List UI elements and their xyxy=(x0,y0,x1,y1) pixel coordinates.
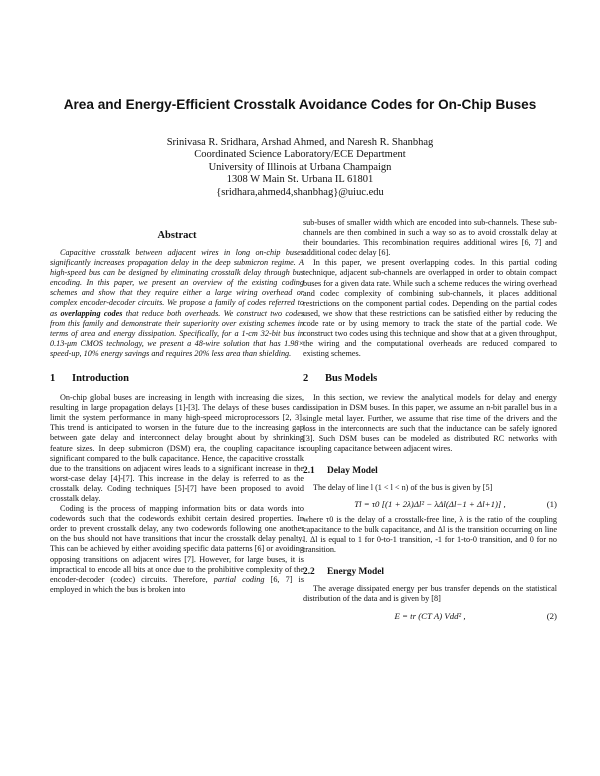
right-paragraph-2: In this paper, we present overlapping codes. In this partial coding technique, adjacent sub-channels are overlapped in order to obtain compact buses for a given data rate. While such a scheme reduces the wiring overhead and codec complexity of combining sub-channels, it places additional restrictions on the component partial codes. Depending on the partial codes used, we show that these restrictions can be satisfied either by reducing the code rate or by using memory to track the state of the partial code. We construct two codes using this technique and show that at a given throughput, the wiring and the computational overheads are reduced compared to existing schemes. xyxy=(303,258,557,359)
author-emails: {sridhara,ahmed4,shanbhag}@uiuc.edu xyxy=(216,186,384,198)
author-address: 1308 W Main St. Urbana IL 61801 xyxy=(226,174,374,186)
section-2-heading xyxy=(303,373,557,385)
section-2-1-title: Delay Model xyxy=(327,465,378,476)
author-names: Srinivasa R. Sridhara, Arshad Ahmed, and Naresh R. Shanbhag xyxy=(166,137,434,148)
bus-models-paragraph: In this section, we review the analytical models for delay and energy dissipation in DSM buses. In this paper, we assume an n-bit parallel bus in a single metal layer. Further, we assume that rise time of the drivers and the loss in the interconnects are such that the inductance can be safely ignored [3]. Such DSM buses can be modeled as distributed RC networks with coupling capacitance between adjacent wires. xyxy=(303,393,557,453)
equation-2-number: (2) xyxy=(546,610,557,621)
section-1-heading xyxy=(50,373,304,385)
intro-p2-italic: partial coding xyxy=(213,574,265,584)
equation-1 xyxy=(303,493,557,515)
author-block xyxy=(90,137,510,199)
section-2-2-number: 2.2 xyxy=(303,567,315,578)
author-lab: Coordinated Science Laboratory/ECE Department xyxy=(194,149,406,161)
abstract-bold-term: overlapping codes xyxy=(60,308,123,318)
delay-model-intro: The delay of line l (1 < l < n) of the bus is given by [5] xyxy=(313,482,493,492)
section-1-number: 1 xyxy=(50,373,56,385)
section-2-2-title: Energy Model xyxy=(327,567,385,578)
paper-title: Area and Energy-Efficient Crosstalk Avoidance Codes for On-Chip Buses xyxy=(63,97,537,112)
abstract-text xyxy=(50,248,304,359)
abstract-text-part1: Capacitive crosstalk between adjacent wires in long on-chip buses significantly increases propagation delay in the deep submicron regime. A high-speed bus can be designed by eliminating crosstalk delay through bus encoding. In this paper, we present an overview of the existing coding schemes and show that they require either a large wiring overhead or complex encoder-decoder circuits. We propose a family of codes referred to as xyxy=(50,248,304,318)
equation-2 xyxy=(303,605,557,627)
intro-paragraph-2 xyxy=(50,504,304,595)
delay-model-explanation: where τ0 is the delay of a crosstalk-free line, λ is the ratio of the coupling capacitance to the bulk capacitance, and Δl is the transition occurring on line l. Δl is equal to 1 for 0-to-1 transition, -1 for 1-to-0 transition, and 0 for no transition. xyxy=(303,514,557,555)
equation-1-body: Tl = τ0 [(1 + 2λ)Δl² − λΔl(Δl−1 + Δl+1)] , xyxy=(354,498,506,509)
intro-p2-part2: [6, 7] is employed in which the bus is broken into xyxy=(50,574,305,594)
author-university: University of Illinois at Urbana Champaign xyxy=(208,161,392,173)
equation-1-number: (1) xyxy=(546,498,557,509)
equation-2-body: E = tr (CT A) Vdd² , xyxy=(394,610,466,621)
section-2-title: Bus Models xyxy=(325,373,378,385)
left-column xyxy=(50,230,304,595)
section-1-title: Introduction xyxy=(72,373,129,385)
energy-model-intro: The average dissipated energy per bus transfer depends on the statistical distribution of the data and is given by [8] xyxy=(303,584,557,604)
right-paragraph-1: sub-buses of smaller width which are encoded into sub-channels. These sub-channels are then combined in such a way so as to avoid crosstalk delay at their boundaries. This recombination requires additional wires [6, 7] and additional codec delay [6]. xyxy=(303,218,557,258)
intro-p2-part1: Coding is the process of mapping information bits or data words into codewords such that the codewords exhibit certain desired properties. In order to prevent crosstalk delay, any two codewords following one another on the bus should not have transitions that incur the crosstalk delay penalty. This can be achieved by either avoiding specific data patterns [6] or avoiding opposing transitions on adjacent wires [7]. However, for large buses, it is impractical to encode all bits at once due to the prohibitive complexity of the encoder-decoder (codec) circuits. Therefore, xyxy=(50,504,304,584)
section-2-number: 2 xyxy=(303,373,309,385)
section-2-2-heading xyxy=(303,567,557,578)
right-column xyxy=(303,218,557,627)
section-2-1-heading xyxy=(303,466,557,477)
section-2-1-number: 2.1 xyxy=(303,465,315,476)
abstract-heading: Abstract xyxy=(157,230,197,241)
abstract-text-part2: that reduce both overheads. We construct two codes from this family and demonstrate their superiority over existing schemes in terms of area and energy dissipation. Specifically, for a 1-cm 32-bit bus in 0.13-μm CMOS technology, we present a 48-wire solution that has 1.98× speed-up, 10% energy savings and requires 20% less area than shielding. xyxy=(50,308,305,358)
intro-paragraph-1: On-chip global buses are increasing in length with increasing die sizes, resulting in large propagation delays [1]-[3]. The delays of these buses can limit the system performance in many high-speed microprocessors [2, 3]. This trend is anticipated to worsen in the future due to the increasing gap between gate delay and interconnect delay brought about by shrinking feature sizes. In deep submicron (DSM) era, the coupling capacitance is significant compared to the bulk capacitance. Hence, the capacitive crosstalk due to the transitions on adjacent wires leads to a significant increase in the worst-case delay [4]-[7]. This increase in the delay is referred to as the crosstalk delay. Coding techniques [5]-[7] have been proposed to avoid crosstalk delay. xyxy=(50,393,304,503)
